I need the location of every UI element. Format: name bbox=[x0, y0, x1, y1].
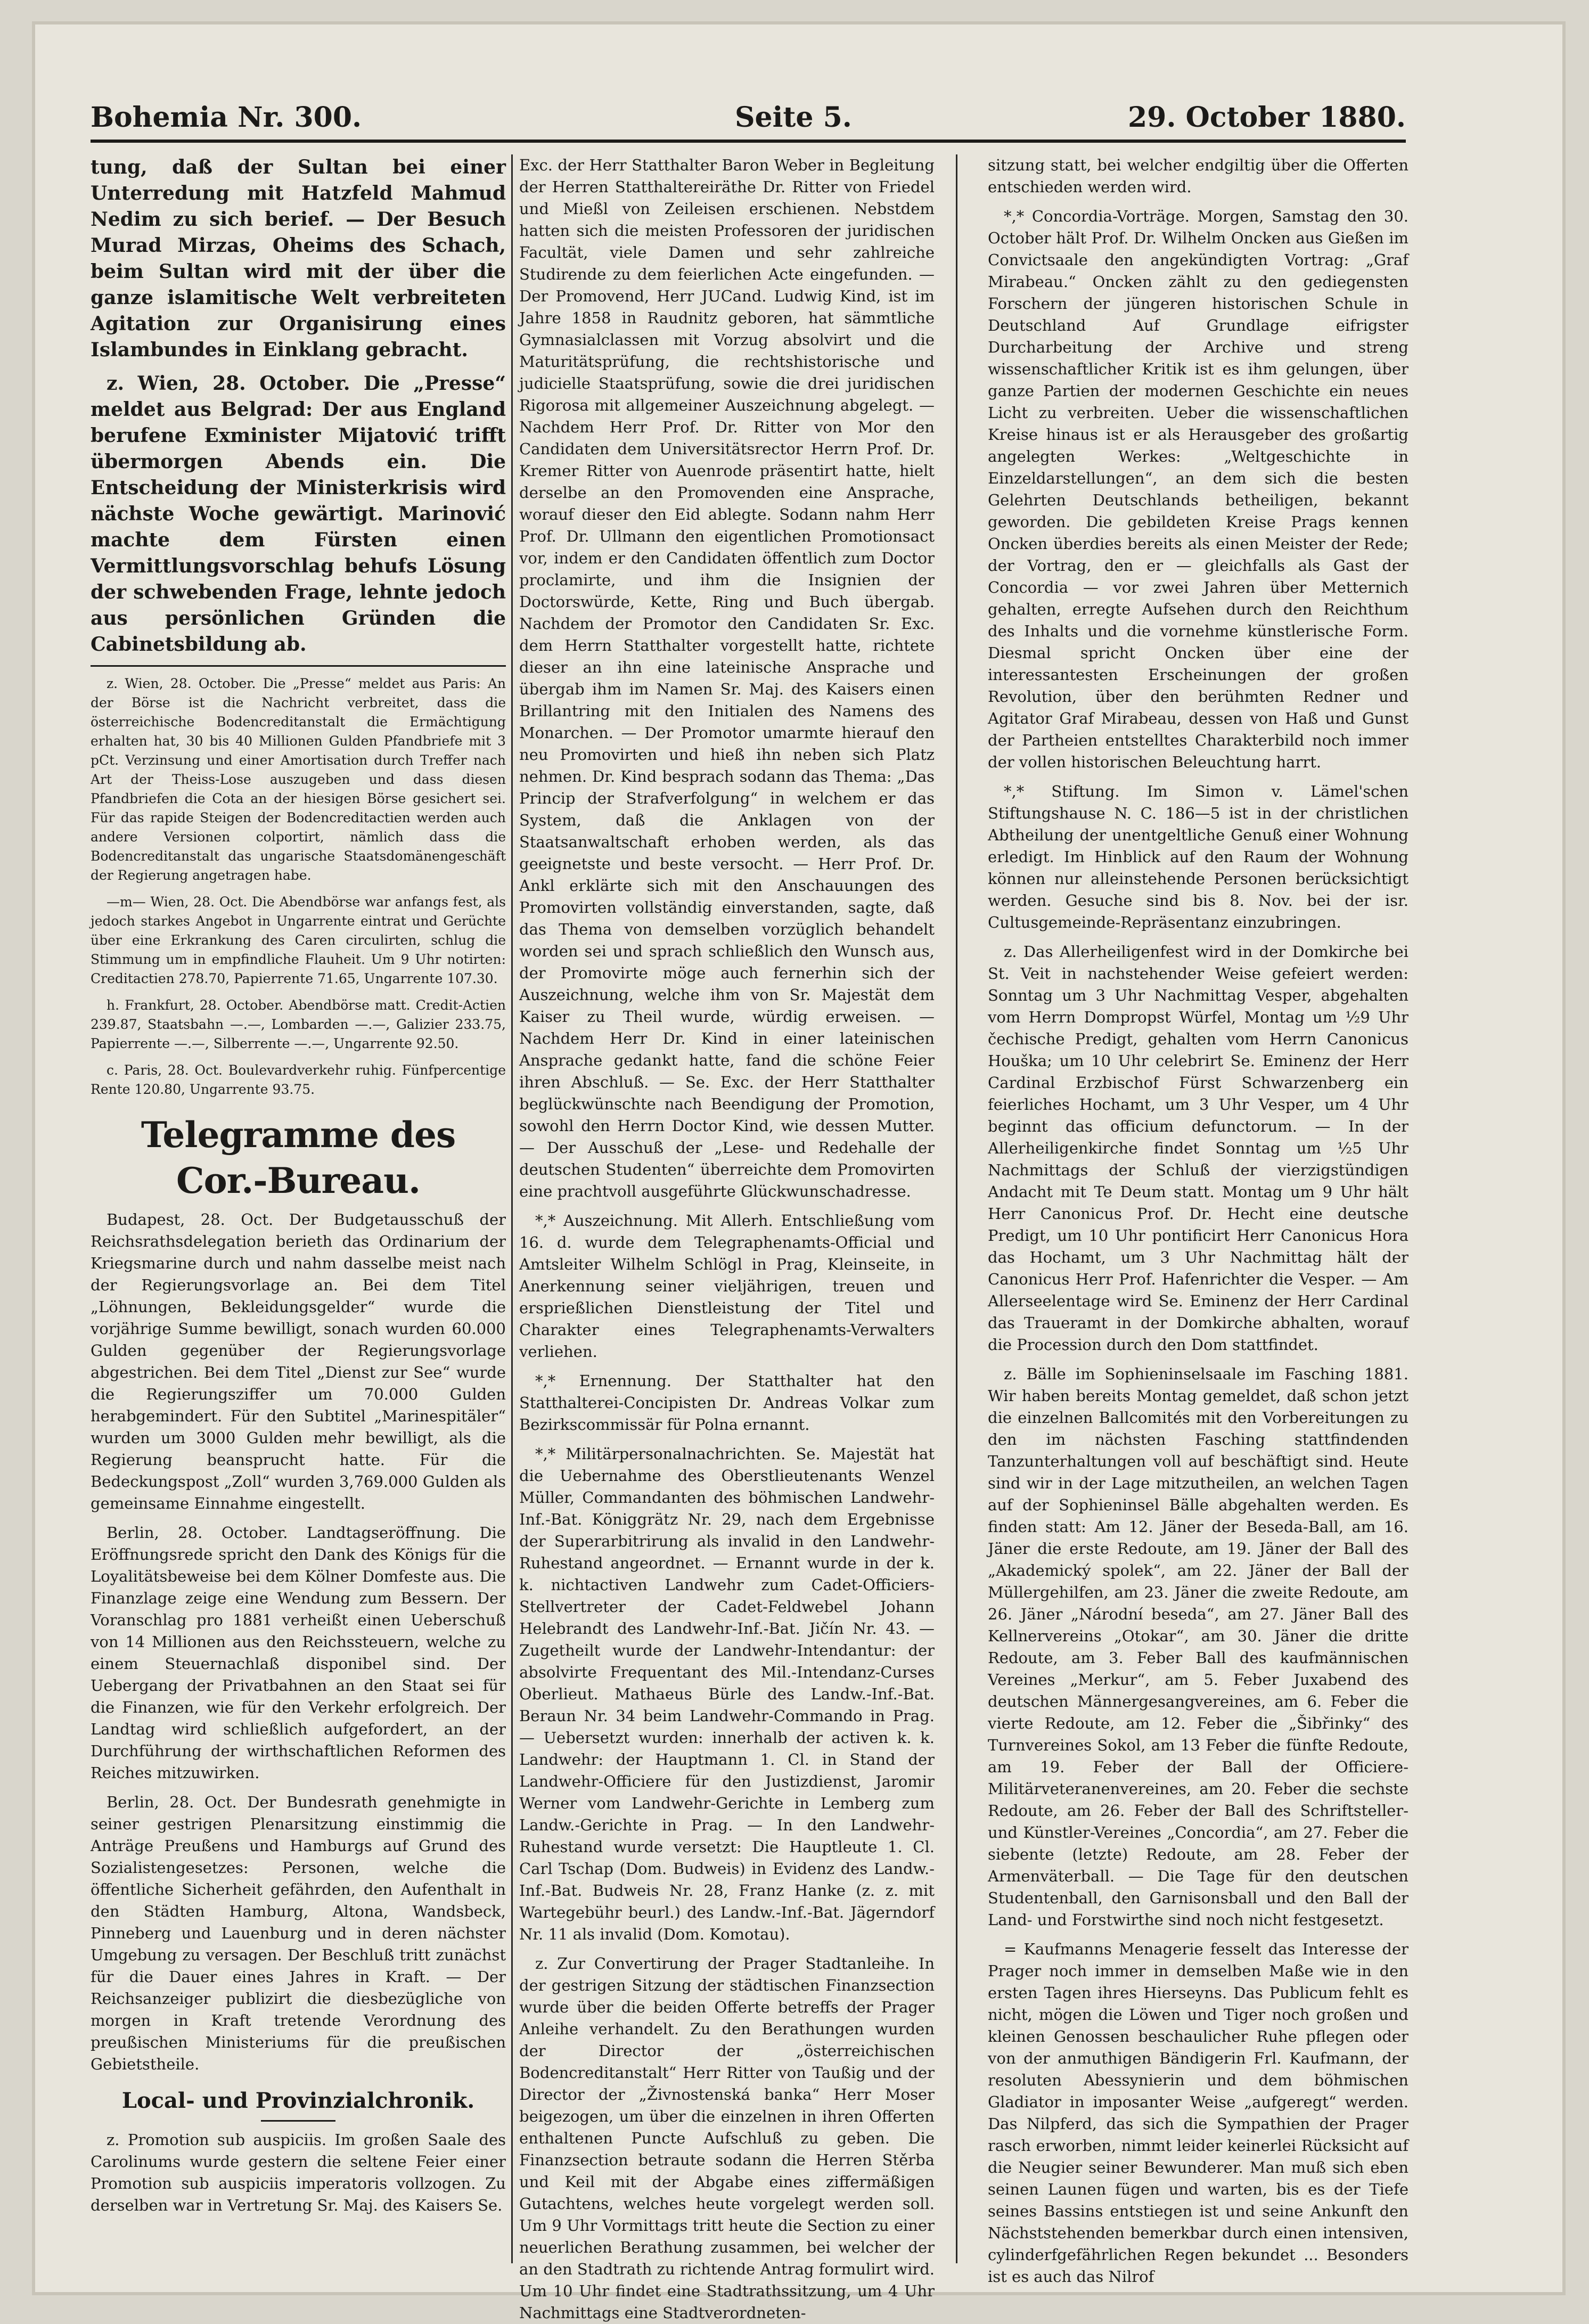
column-2 bbox=[519, 154, 935, 2322]
article-frankfurt: h. Frankfurt, 28. October. Abendbörse matt. Credit-Actien 239.87, Staatsbahn —.—, Lombarden —.—, Galizier 233.75, Papierrente —.—, Silberrente —.—, Ungarrente 92.50. bbox=[91, 997, 506, 1051]
article-auszeichnung: *,* Auszeichnung. Mit Allerh. Entschließung vom 16. d. wurde dem Telegraphenamts-Official und Amtsleiter Wilhelm Schlögl in Prag, Kleinseite, in Anerkennung seiner vieljährigen, treuen und ersprießlichen Dienstleistung der Titel und Charakter eines Telegraphenamts-Verwalters verliehen. bbox=[519, 1212, 935, 1361]
article-ernennung: *,* Ernennung. Der Statthalter hat den Statthalterei-Concipisten Dr. Andreas Volkar zum Bezirkscommissär für Polna ernannt. bbox=[519, 1372, 935, 1434]
article-promotion-cont: Exc. der Herr Statthalter Baron Weber in Begleitung der Herren Statthaltereiräthe Dr. Ritter von Friedel und Mießl von Zeileisen erschienen. Nebstdem hatten sich die meisten Professoren der juridischen Facultät, viele Damen und sehr zahlreiche Studirende zu dem feierlichen Acte eingefunden. — Der Promovend, Herr JUCand. Ludwig Kind, ist im Jahre 1858 in Raudnitz geboren, hat sämmtliche Gymnasialclassen mit Vorzug absolvirt und die Maturitätsprüfung, die rechtshistorische und judicielle Staatsprüfung, sowie die drei juridischen Rigorosa mit allgemeiner Auszeichnung abgelegt. — Nachdem Herr Prof. Dr. Ritter von Mor den Candidaten dem Universitätsrector Herrn Prof. Dr. Kremer Ritter von Auenrode präsentirt hatte, hielt derselbe an den Promovenden eine Ansprache, worauf dieser den Eid ablegte. Sodann nahm Herr Prof. Dr. Ullmann den eigentlichen Promotionsact vor, indem er den Candidaten öffentlich zum Doctor proclamirte, und ihm die Insignien der Doctorswürde, Kette, Ring und Buch übergab. Nachdem der Promotor den Candidaten Sr. Exc. dem Herrn Statthalter vorgestellt hatte, richtete dieser an ihn eine lateinische Ansprache und übergab ihm im Namen Sr. Maj. des Kaisers einen Brillantring mit den Initialen des Namens des Monarchen. — Der Promotor umarmte hierauf den neu Promovirten und hieß ihn neben sich Platz nehmen. Dr. Kind besprach sodann das Thema: „Das Princip der Strafverfolgung“ in welchem er das System, daß die Anklagen von der Staatsanwaltschaft erhoben werden, als das geeignetste und beste versocht. — Herr Prof. Dr. Ankl erklärte sich mit den Anschauungen des Promovirten vollständig einverstanden, sagte, daß das Thema von demselben vorzüglich behandelt worden sei und sprach schließlich den Wunsch aus, der Promovirte möge auch fernerhin sich der Auszeichnung, welche ihm von Sr. Majestät dem Kaiser zu Theil wurde, würdig erweisen. — Nachdem Herr Dr. Kind in einer lateinischen Ansprache gedankt hatte, fand die schöne Feier ihren Abschluß. — Se. Exc. der Herr Statthalter beglückwünschte nach Beendigung der Promotion, sowohl den Herrn Doctor Kind, wie dessen Mutter. — Der Ausschuß der „Lese- und Redehalle der deutschen Studenten“ überreichte dem Promovirten eine prachtvoll ausgeführte Glückwunschadresse. bbox=[519, 156, 935, 1200]
article-militaer: *,* Militärpersonalnachrichten. Se. Majestät hat die Uebernahme des Oberstlieutenants Wenzel Müller, Commandanten des böhmischen Landwehr-Inf.-Bat. Königgrätz Nr. 29, nach dem Ergebnisse der Superarbitrirung als invalid in den Landwehr-Ruhestand angeordnet. — Ernannt wurde in der k. k. nichtactiven Landwehr zum Cadet-Officiers-Stellvertreter der Cadet-Feldwebel Johann Helebrandt des Landwehr-Inf.-Bat. Jičín Nr. 43. — Zugetheilt wurde der Landwehr-Intendantur: der absolvirte Frequentant des Mil.-Intendanz-Curses Oberlieut. Mathaeus Bürle des Landw.-Inf.-Bat. Beraun Nr. 34 beim Landwehr-Commando in Prag. — Uebersetzt wurden: innerhalb der activen k. k. Landwehr: der Hauptmann 1. Cl. in Stand der Landwehr-Officiere für den Justizdienst, Jaromir Werner vom Landwehr-Gerichte in Lemberg zum Landw.-Gerichte in Prag. — In den Landwehr-Ruhestand wurde versetzt: Die Hauptleute 1. Cl. Carl Tschap (Dom. Budweis) in Evidenz des Landw.-Inf.-Bat. Budweis Nr. 28, Franz Hanke (z. z. mit Wartegebühr beurl.) des Landw.-Inf.-Bat. Jägerndorf Nr. 11 als invalid (Dom. Komotau). bbox=[519, 1445, 935, 1943]
page-number: Seite 5. bbox=[735, 101, 852, 134]
article-menagerie: = Kaufmanns Menagerie fesselt das Interesse der Prager noch immer in demselben Maße wie in den ersten Tagen ihres Hierseyns. Das Publicum fehlt es nicht, mögen die Löwen und Tiger noch großen und kleinen Genossen beschaulicher Ruhe pflegen oder von der anmuthigen Bändigerin Frl. Kaufmann, der resoluten Abessynierin und dem böhmischen Gladiator in imposanter Weise „aufgeregt“ werden. Das Nilpferd, das sich die Sympathien der Prager rasch erworben, nimmt leider keinerlei Rücksicht auf die Neugier seiner Bewunderer. Man muß sich eben seinen Launen fügen und warten, bis es der Tiefe seines Bassins entstiegen ist und seine Ankunft den Nächststehenden bemerkbar durch einen intensiven, cylinderfgefährlichen Regen bekundet ... Besonders ist es auch das Nilrof bbox=[988, 1940, 1408, 2286]
section-heading-telegramme: Telegramme des Cor.-Bureau. bbox=[141, 1114, 456, 1201]
article-budapest: Budapest, 28. Oct. Der Budgetausschuß der Reichsrathsdelegation berieth das Ordinarium der Kriegsmarine durch und nahm dasselbe meist nach der Regierungsvorlage an. Bei dem Titel „Löhnungen, Bekleidungsgelder“ wurde die vorjährige Summe bewilligt, sonach wurden 60.000 Gulden gegenüber der Regierungsvorlage abgestrichen. Bei dem Titel „Dienst zur See“ wurde die Regierungsziffer um 70.000 Gulden herabgemindert. Für den Subtitel „Marinespitäler“ wurden um 3000 Gulden mehr bewilligt, als die Regierung beansprucht hatte. Für die Bedeckungspost „Zoll“ wurden 3,769.000 Gulden als gemeinsame Einnahme eingestellt. bbox=[91, 1210, 506, 1512]
article-berlin-landtag: Berlin, 28. October. Landtagseröffnung. Die Eröffnungsrede spricht den Dank des Königs für die Loyalitätsbeweise bei dem Kölner Domfeste aus. Die Finanzlage zeige eine Wendung zum Bessern. Der Voranschlag pro 1881 verheißt einen Ueberschuß von 14 Millionen aus den Reichssteuern, welche zu einem Steuernachlaß disponibel sind. Der Uebergang der Privatbahnen an den Staat sei für die Finanzen, wie für den Verkehr erfolgreich. Der Landtag wird schließlich aufgefordert, an der Durchführung der wirthschaftlichen Reformen des Reiches mitzuwirken. bbox=[91, 1524, 506, 1782]
article-baelle: z. Bälle im Sophieninselsaale im Fasching 1881. Wir haben bereits Montag gemeldet, daß schon jetzt die einzelnen Ballcomités mit den Vorbereitungen zu den im nächsten Fasching stattfindenden Tanzunterhaltungen voll auf beschäftigt sind. Heute sind wir in der Lage mitzutheilen, an welchen Tagen auf der Sophieninsel Bälle abgehalten werden. Es finden statt: Am 12. Jäner der Beseda-Ball, am 16. Jäner die erste Redoute, am 19. Jäner der Ball des „Akademický spolek“, am 22. Jäner der Ball der Müllergehilfen, am 23. Jäner die zweite Redoute, am 26. Jäner „Národní beseda“, am 27. Jäner Ball des Kellnervereins „Otokar“, am 30. Jäner die dritte Redoute, am 3. Feber Ball des kaufmännischen Vereines „Merkur“, am 5. Feber Juxabend des deutschen Männergesangvereines, am 6. Feber die vierte Redoute, am 12. Feber die „Šibřinky“ des Turnvereines Sokol, am 13 Feber die fünfte Redoute, am 19. Feber der Ball der Officiere-Militärveteranenvereines, am 20. Feber die sechste Redoute, am 26. Feber der Ball des Schriftsteller- und Künstler-Vereines „Concordia“, am 27. Feber die siebente (letzte) Redoute, am 28. Feber der Armenväterball. — Die Tage für den deutschen Studentenball, den Garnisonsball und den Ball der Land- und Forstwirthe sind noch nicht festgesetzt. bbox=[988, 1365, 1408, 1929]
short-rule bbox=[261, 2120, 335, 2122]
column-3 bbox=[988, 154, 1408, 2286]
article-wien-abendboerse: —m— Wien, 28. Oct. Die Abendbörse war anfangs fest, als jedoch starkes Angebot in Ungarrente eintrat und Gerüchte über eine Erkrankung des Caren circulirten, schlug die Stimmung um in empfindliche Flauheit. Um 9 Uhr notirten: Creditactien 278.70, Papierrente 71.65, Ungarrente 107.30. bbox=[91, 894, 506, 986]
header-rule bbox=[91, 140, 1406, 143]
article-promotion-start: z. Promotion sub auspiciis. Im großen Saale des Carolinums wurde gestern die seltene Feier einer Promotion sub auspiciis imperatoris vollzogen. Zu derselben war in Vertretung Sr. Maj. des Kaisers Se. bbox=[91, 2131, 506, 2214]
article-stadtanleihe: z. Zur Convertirung der Prager Stadtanleihe. In der gestrigen Sitzung der städtischen Finanzsection wurde über die beiden Offerte betreffs der Prager Anleihe verhandelt. Zu den Berathungen wurden der Director der „österreichischen Bodencreditanstalt“ Herr Ritter von Taußig und der Director der „Živnostenská banka“ Herr Moser beigezogen, um über die einzelnen in ihren Offerten enthaltenen Puncte Aufschluß zu geben. Die Finanzsection betraute sodann die Herren Stěrba und Keil mit der Abgabe eines ziffermäßigen Gutachtens, welches heute vorgelegt werden soll. Um 9 Uhr Vormittags tritt heute die Section zu einer neuerlichen Berathung zusammen, bei welcher der an den Stadtrath zu richtende Antrag formulirt wird. Um 10 Uhr findet eine Stadtrathssitzung, um 4 Uhr Nachmittags eine Stadtverordneten- bbox=[519, 1954, 935, 2322]
article-concordia: *,* Concordia-Vorträge. Morgen, Samstag den 30. October hält Prof. Dr. Wilhelm Oncken aus Gießen im Convictsaale den angekündigten Vortrag: „Graf Mirabeau.“ Oncken zählt zu den gediegensten Forschern der jüngeren historischen Schule in Deutschland Auf Grundlage eifrigster Durcharbeitung der Archive und streng wissenschaftlicher Kritik ist es ihm gelungen, über ganze Partien der modernen Geschichte ein neues Licht zu verbreiten. Ueber die wissenschaftlichen Kreise hinaus ist er als Herausgeber des großartig angelegten Werkes: „Weltgeschichte in Einzeldarstellungen“, an dem sich die besten Gelehrten Deutschlands betheiligen, bekannt geworden. Die gebildeten Kreise Prags kennen Oncken überdies bereits als einen Meister der Rede; der Vortrag, den er — gleichfalls als Gast der Concordia — vor zwei Jahren über Metternich gehalten, erregte Aufsehen durch den Reichthum des Inhalts und die vornehme künstlerische Form. Diesmal spricht Oncken über eine der interessantesten Erscheinungen der großen Revolution, über den berühmten Redner und Agitator Graf Mirabeau, dessen von Haß und Gunst der Partheien entstelltes Charakterbild noch immer der vollen historischen Beleuchtung harrt. bbox=[988, 207, 1408, 771]
section-heading-localchronik: Local- und Provinzialchronik. bbox=[121, 2088, 475, 2113]
issue-number: Bohemia Nr. 300. bbox=[91, 101, 362, 134]
separator-rule bbox=[91, 665, 506, 667]
page-header bbox=[91, 80, 1406, 138]
article-allerheiligen: z. Das Allerheiligenfest wird in der Domkirche bei St. Veit in nachstehender Weise gefeiert werden: Sonntag um 3 Uhr Nachmittag Vesper, abgehalten vom Herrn Dompropst Würfel, Montag um ½9 Uhr čechische Predigt, gehalten vom Herrn Canonicus Houška; um 10 Uhr celebrirt Se. Eminenz der Herr Cardinal Erzbischof Fürst Schwarzenberg ein feierliches Hochamt, um 3 Uhr Vesper, um 4 Uhr beginnt das officium defunctorum. — In der Allerheiligenkirche findet Sonntag um ½5 Uhr Nachmittags der Schluß der vierzigstündigen Andacht mit Te Deum statt. Montag um 9 Uhr hält Herr Canonicus Prof. Dr. Hecht eine deutsche Predigt, um 10 Uhr pontificirt Herr Canonicus Hora das Hochamt, um 3 Uhr Nachmittag hält der Canonicus Herr Prof. Hafenrichter die Vesper. — Am Allerseelentage wird Se. Eminenz der Herr Cardinal das Traueramt in der Domkirche abhalten, worauf die Procession durch den Dom stattfindet. bbox=[988, 943, 1408, 1354]
article-berlin-bundesrath: Berlin, 28. Oct. Der Bundesrath genehmigte in seiner gestrigen Plenarsitzung einstimmig die Anträge Preußens und Hamburgs auf Grund des Sozialistengesetzes: Personen, welche die öffentliche Sicherheit gefährden, den Aufenthalt in den Städten Hamburg, Altona, Wandsbeck, Pinneberg und Lauenburg und in deren nächster Umgebung zu versagen. Der Beschluß tritt zunächst für die Dauer eines Jahres in Kraft. — Der Reichsanzeiger publizirt die diesbezügliche von morgen in Kraft tretende Verordnung des preußischen Ministeriums für die preußischen Gebietstheile. bbox=[91, 1793, 506, 2073]
article-paris: c. Paris, 28. Oct. Boulevardverkehr ruhig. Fünfpercentige Rente 120.80, Ungarrente 93.75. bbox=[91, 1062, 506, 1097]
article-stiftung: *,* Stiftung. Im Simon v. Lämel'schen Stiftungshause N. C. 186—5 ist in der christlichen Abtheilung der unentgeltliche Genuß einer Wohnung erledigt. Im Hinblick auf den Raum der Wohnung können nur alleinstehende Personen berücksichtigt werden. Gesuche sind bis 8. Nov. bei der isr. Cultusgemeinde-Repräsentanz einzubringen. bbox=[988, 782, 1408, 931]
article-wien-belgrad: z. Wien, 28. October. Die „Presse“ meldet aus Belgrad: Der aus England berufene Exminister Mijatović trifft übermorgen Abends ein. Die Entscheidung der Ministerkrisis wird nächste Woche gewärtigt. Marinović machte dem Fürsten einen Vermittlungsvorschlag behufs Lösung der schwebenden Frage, lehnte jedoch aus persönlichen Gründen die Cabinetsbildung ab. bbox=[91, 372, 506, 656]
column-divider-2 bbox=[956, 154, 957, 2263]
column-1 bbox=[91, 154, 506, 2263]
article-wien-paris: z. Wien, 28. October. Die „Presse“ meldet aus Paris: An der Börse ist die Nachricht verbreitet, dass die österreichische Bodencreditanstalt die Ermächtigung erhalten hat, 30 bis 40 Millionen Gulden Pfandbriefe mit 3 pCt. Verzinsung und einer Amortisation durch Treffer nach Art der Theiss-Lose auszugeben und dass diesen Pfandbriefen die Cota an der hiesigen Börse gesichert sei. Für das rapide Steigen der Bodencreditactien werden auch andere Versionen colportirt, nämlich dass die Bodencreditanstalt das ungarische Staatsdomänengeschäft der Regierung angetragen habe. bbox=[91, 676, 506, 883]
article-stadtanleihe-end: sitzung statt, bei welcher endgiltig über die Offerten entschieden werden wird. bbox=[988, 156, 1408, 196]
column-divider-1 bbox=[511, 154, 513, 2263]
issue-date: 29. October 1880. bbox=[1127, 101, 1406, 134]
article-sultan-end: tung, daß der Sultan bei einer Unterredung mit Hatzfeld Mahmud Nedim zu sich berief. — Der Besuch Murad Mirzas, Oheims des Schach, beim Sultan wird mit der über die ganze islamitische Welt verbreiteten Agitation zur Organisirung eines Islambundes in Einklang gebracht. bbox=[91, 156, 506, 361]
